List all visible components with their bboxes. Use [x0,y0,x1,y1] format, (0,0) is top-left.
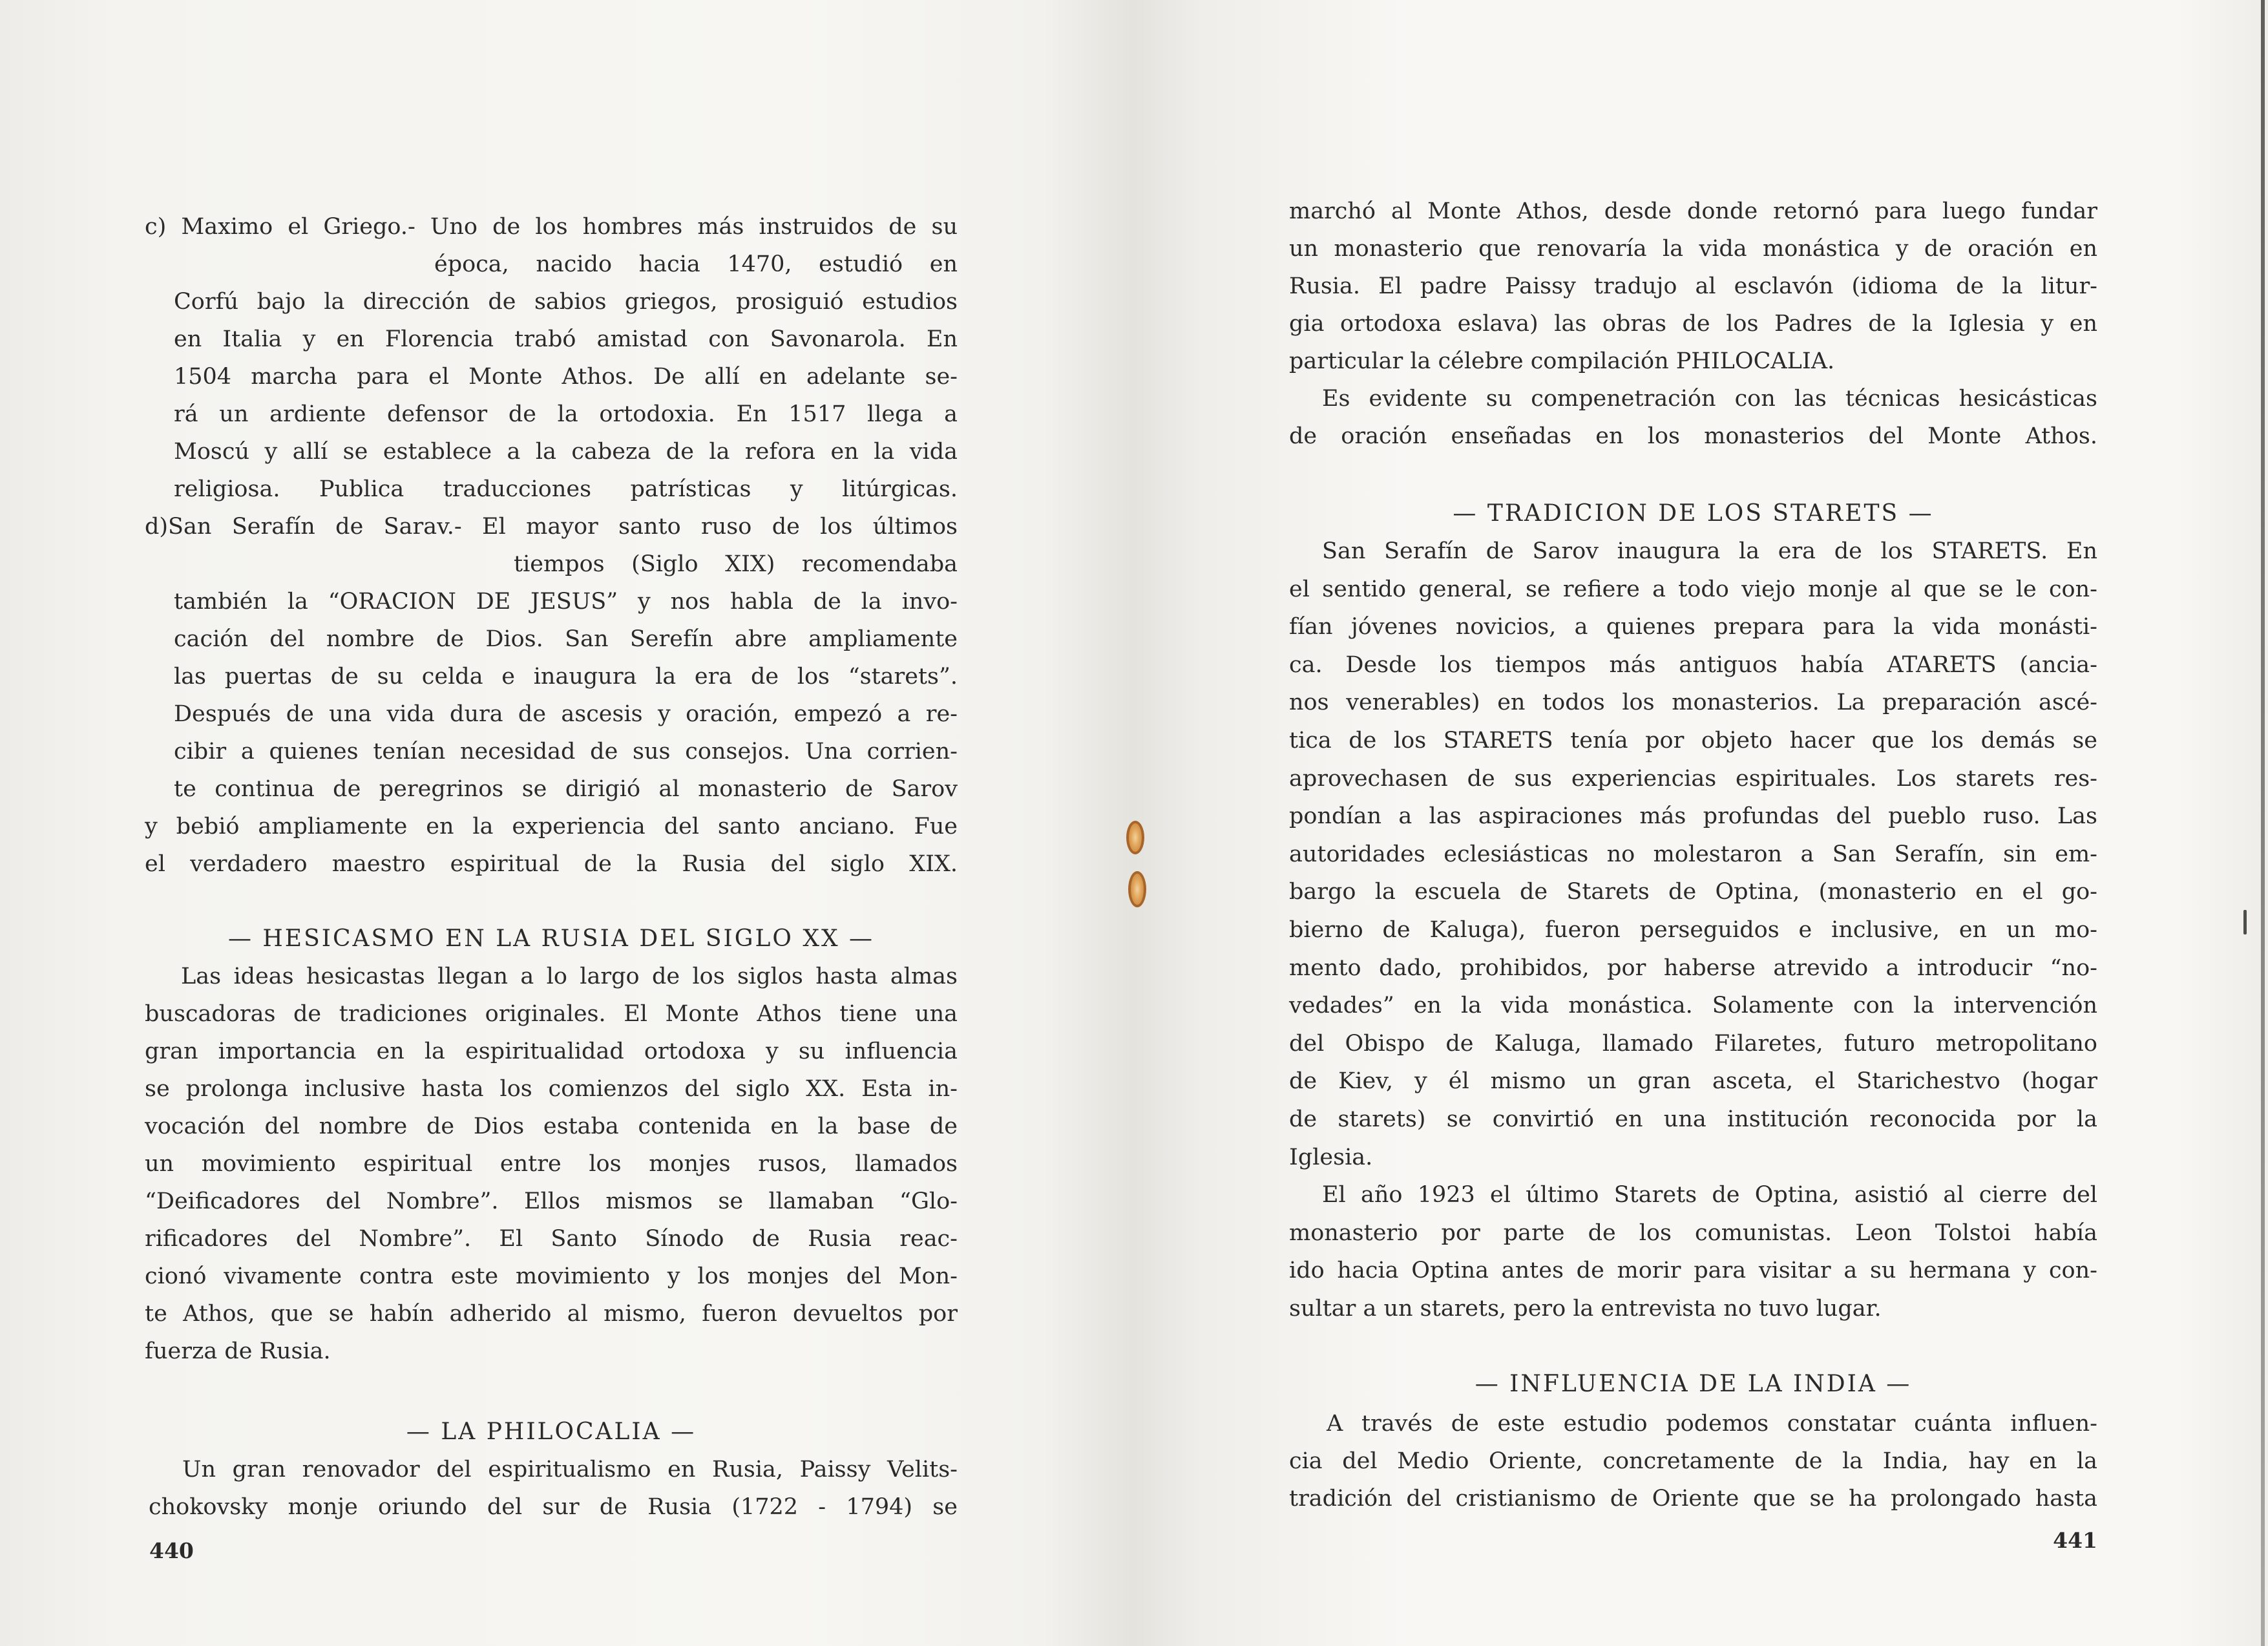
paragraph-line: marchó al Monte Athos, desde donde retornó para luego fundar [1289,198,2097,224]
paragraph-line: A través de este estudio podemos constatar cuánta influen- [1327,1411,2097,1437]
paragraph-line: ca. Desde los tiempos más antiguos había ATARETS (ancia- [1289,651,2097,678]
paragraph-line: te Athos, que se habín adherido al mismo, fueron devueltos por [145,1301,958,1327]
hesicasmo-paragraph [145,958,958,1370]
left-page-list [145,208,958,883]
list-item-c-line: Corfú bajo la dirección de sabios griegos, prosiguió estudios [174,289,958,315]
paragraph-line: buscadoras de tradiciones originales. El Monte Athos tiene una [145,1001,958,1027]
paragraph-line: ido hacia Optina antes de morir para visitar a su hermana y con- [1289,1258,2097,1284]
paragraph-line: gran importancia en la espiritualidad ortodoxa y su influencia [145,1039,958,1064]
paragraph-line: se prolonga inclusive hasta los comienzos del siglo XX. Esta in- [145,1076,958,1102]
paragraph-line: autoridades eclesiásticas no molestaron a San Serafín, sin em- [1289,841,2097,867]
paragraph-line: chokovsky monje oriundo del sur de Rusia (1722 - 1794) se [149,1494,958,1520]
paragraph-line: un monasterio que renovaría la vida monástica y de oración en [1289,236,2097,262]
paragraph-line: cia del Medio Oriente, concretamente de la India, hay en la [1289,1448,2097,1474]
paragraph-line: tradición del cristianismo de Oriente que se ha prolongado hasta [1289,1486,2097,1512]
paragraph-line: aprovechasen de sus experiencias espirituales. Los starets res- [1289,765,2097,792]
page-number-left: 440 [149,1538,194,1563]
list-item-c-line: en Italia y en Florencia trabó amistad con Savonarola. En [174,326,958,352]
paragraph-line: Iglesia. [1289,1144,1373,1170]
paragraph-line: vedades” en la vida monástica. Solamente con la intervención [1289,993,2097,1019]
list-item-c-line: rá un ardiente defensor de la ortodoxia. En 1517 llega a [174,401,958,427]
paragraph-line: San Serafín de Sarov inaugura la era de los STARETS. En [1322,538,2097,564]
list-item-d-line: y bebió ampliamente en la experiencia del santo anciano. Fue [145,814,958,839]
starets-paragraph [1289,533,2097,1327]
paragraph-line: fían jóvenes novicios, a quienes prepara para la vida monásti- [1289,614,2097,640]
paragraph-line: nos venerables) en todos los monasterios. La preparación ascé- [1289,690,2097,716]
paragraph-line: cionó vivamente contra este movimiento y los monjes del Mon- [145,1263,958,1289]
list-item-d-line: cación del nombre de Dios. San Serefín abre ampliamente [174,626,958,652]
paragraph-line: tica de los STARETS tenía por objeto hacer que los demás se [1289,727,2097,754]
list-item-c-line: época, nacido hacia 1470, estudió en [434,251,958,277]
list-item-c-line: c) Maximo el Griego.- Uno de los hombres más instruidos de su [145,214,958,240]
paragraph-line: rificadores del Nombre”. El Santo Sínodo de Rusia reac- [145,1226,958,1252]
philocalia-paragraph [145,1451,958,1526]
section-heading-hesicasmo: — HESICASMO EN LA RUSIA DEL SIGLO XX — [227,925,875,952]
paragraph-line: de oración enseñadas en los monasterios del Monte Athos. [1289,423,2097,449]
scan-mark [2243,910,2247,934]
page-edge [2261,0,2265,1646]
india-paragraph [1289,1405,2097,1517]
section-heading-philocalia: — LA PHILOCALIA — [406,1419,697,1445]
paragraph-line: de starets) se convirtió en una institución reconocida por la [1289,1106,2097,1132]
paragraph-line: El año 1923 el último Starets de Optina, asistió al cierre del [1322,1182,2097,1208]
paragraph-line: “Deificadores del Nombre”. Ellos mismos se llamaban “Glo- [145,1188,958,1214]
paragraph-line: Es evidente su compenetración con las técnicas hesicásticas [1322,386,2097,412]
list-item-d-line: te continua de peregrinos se dirigió al monasterio de Sarov [174,776,958,802]
list-item-d-line: tiempos (Siglo XIX) recomendaba [514,551,958,577]
page-number-right: 441 [2053,1528,2097,1553]
section-heading-starets: — TRADICION DE LOS STARETS — [1453,500,1934,527]
paragraph-line: pondían a las aspiraciones más profundas del pueblo ruso. Las [1289,803,2097,830]
paragraph-line: un movimiento espiritual entre los monjes rusos, llamados [145,1151,958,1177]
staple-mark-top [1126,821,1144,854]
section-heading-india: — INFLUENCIA DE LA INDIA — [1475,1371,1912,1397]
paragraph-line: gia ortodoxa eslava) las obras de los Padres de la Iglesia y en [1289,311,2097,337]
list-item-d-line: las puertas de su celda e inaugura la era de los “starets”. [174,664,958,690]
paragraph-line: particular la célebre compilación PHILOCALIA. [1289,348,1835,374]
paragraph-line: mento dado, prohibidos, por haberse atrevido a introducir “no- [1289,955,2097,981]
paragraph-line: bargo la escuela de Starets de Optina, (monasterio en el go- [1289,879,2097,905]
list-item-d-line: cibir a quienes tenían necesidad de sus consejos. Una corrien- [174,739,958,765]
paragraph-line: fuerza de Rusia. [145,1338,331,1364]
paragraph-line: bierno de Kaluga), fueron perseguidos e inclusive, en un mo- [1289,916,2097,943]
paragraph-line: monasterio por parte de los comunistas. Leon Tolstoi había [1289,1219,2097,1246]
paragraph-line: de Kiev, y él mismo un gran asceta, el Starichestvo (hogar [1289,1068,2097,1095]
philocalia-continued-paragraph [1289,193,2097,455]
paragraph-line: del Obispo de Kaluga, llamado Filaretes, futuro metropolitano [1289,1030,2097,1057]
paragraph-line: Un gran renovador del espiritualismo en Rusia, Paissy Velits- [182,1457,958,1482]
paragraph-line: sultar a un starets, pero la entrevista no tuvo lugar. [1289,1295,1882,1322]
staple-mark-bottom [1128,871,1146,907]
list-item-d-line: el verdadero maestro espiritual de la Rusia del siglo XIX. [145,851,958,877]
list-item-d-line: d)San Serafín de Sarav.- El mayor santo ruso de los últimos [145,514,958,540]
list-item-c-line: 1504 marcha para el Monte Athos. De allí en adelante se- [174,364,958,390]
paragraph-line: Las ideas hesicastas llegan a lo largo de los siglos hasta almas [181,964,958,989]
list-item-d-line: también la “ORACION DE JESUS” y nos habla de la invo- [174,589,958,615]
list-item-c-line: Moscú y allí se establece a la cabeza de la refora en la vida [174,439,958,465]
paragraph-line: vocación del nombre de Dios estaba contenida en la base de [145,1113,958,1139]
list-item-c-line: religiosa. Publica traducciones patrísticas y litúrgicas. [174,476,958,502]
list-item-d-line: Después de una vida dura de ascesis y oración, empezó a re- [174,701,958,727]
paragraph-line: el sentido general, se refiere a todo viejo monje al que se le con- [1289,576,2097,602]
paragraph-line: Rusia. El padre Paissy tradujo al esclavón (idioma de la litur- [1289,273,2097,299]
